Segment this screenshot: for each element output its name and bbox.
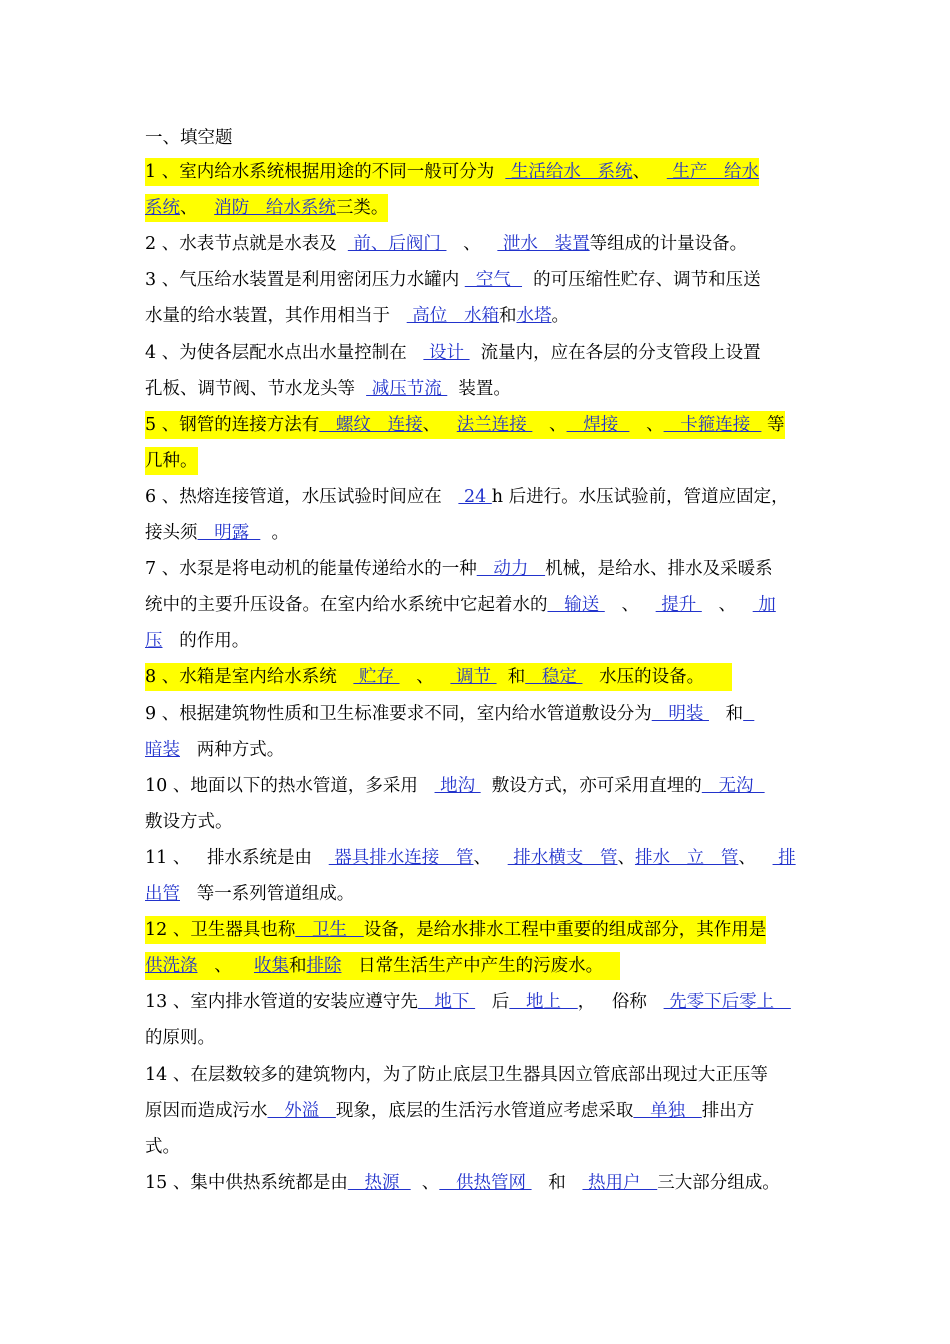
text-segment: 敷设方式。: [145, 811, 233, 832]
answer-blank: 地下: [417, 992, 476, 1013]
text-segment: 原因而造成污水: [145, 1100, 268, 1121]
answer-blank: 系统: [145, 198, 180, 219]
text-segment: 、: [632, 162, 667, 182]
answer-blank: 螺纹 连接: [319, 414, 423, 435]
text-segment: 敷设方式，亦可采用直埋的: [480, 775, 702, 796]
text-segment: 流量内，应在各层的分支管段上设置: [469, 342, 761, 363]
text-line: [145, 158, 759, 186]
answer-blank: 稳定: [525, 667, 583, 688]
text-segment: 。: [260, 523, 289, 543]
text-line: [145, 1097, 754, 1125]
answer-blank: 排: [772, 847, 796, 868]
text-segment: 设备，是给水排水工程中重要的组成部分，其作用是: [363, 920, 767, 941]
answer-blank: 热源: [347, 1172, 411, 1193]
text-segment: 。: [551, 306, 569, 327]
text-segment: 、: [738, 847, 773, 868]
text-segment: 的作用。: [162, 631, 250, 652]
text-segment: 后: [475, 992, 510, 1013]
text-segment: 和: [496, 667, 526, 688]
answer-blank: 贮存: [353, 667, 400, 688]
text-line: [145, 591, 776, 619]
answer-blank: 排除: [306, 956, 342, 977]
answer-blank: 供洗涤: [145, 956, 198, 977]
answer-blank: [743, 704, 754, 724]
section-title: 一、填空题: [145, 128, 233, 148]
answer-blank: 热用户: [582, 1172, 658, 1193]
text-segment: 5 、钢管的连接方法有: [145, 414, 320, 435]
text-line: [145, 880, 354, 908]
answer-blank: 明装: [651, 703, 709, 724]
text-line: [145, 483, 789, 511]
text-line: [145, 339, 761, 367]
text-segment: 、: [617, 847, 635, 868]
answer-blank: 24: [458, 486, 492, 507]
answer-blank: 先零下后零上: [663, 992, 791, 1013]
text-segment: 和: [708, 703, 744, 724]
text-segment: 和: [288, 956, 307, 977]
answer-blank: 水塔: [516, 306, 552, 327]
text-segment: 12 、卫生器具也称: [145, 920, 296, 941]
text-segment: 9 、根据建筑物性质和卫生标准要求不同，室内给水管道敷设分为: [145, 703, 652, 724]
text-segment: 和: [531, 1172, 583, 1193]
answer-blank: 生活给水 系统: [505, 162, 633, 182]
answer-blank: 地上: [509, 992, 578, 1013]
text-segment: 6 、热熔连接管道，水压试验时间应在: [145, 486, 459, 507]
answer-blank: 生产 给水: [666, 162, 760, 182]
text-line: [145, 988, 791, 1016]
text-segment: h 后进行。水压试验前，管道应固定，: [491, 486, 789, 507]
answer-blank: 供热管网: [439, 1172, 532, 1193]
answer-blank: 排水 立 管: [634, 847, 739, 868]
text-segment: 、: [701, 595, 753, 616]
text-segment: ， 俗称: [577, 992, 664, 1013]
text-segment: 7 、水泵是将电动机的能量传递给水的一种: [145, 559, 477, 580]
text-segment: 的原则。: [145, 1028, 215, 1049]
text-segment: 统中的主要升压设备。在室内给水系统中它起着水的: [145, 595, 548, 616]
text-segment: 、: [180, 198, 215, 219]
answer-blank: 设计: [423, 342, 470, 363]
answer-blank: 提升: [655, 595, 702, 616]
text-segment: 、: [422, 414, 457, 435]
text-line: [145, 700, 754, 728]
text-line: [145, 194, 388, 222]
text-segment: 接头须: [145, 523, 198, 543]
text-segment: 两种方式。: [180, 739, 285, 760]
text-line: [145, 627, 249, 655]
answer-blank: 出管: [145, 884, 180, 904]
answer-blank: 泄水 装置: [497, 234, 590, 255]
text-segment: 、: [629, 414, 664, 435]
text-segment: 10 、地面以下的热水管道，多采用: [145, 775, 435, 796]
answer-blank: 动力: [476, 559, 546, 580]
text-line: [145, 302, 569, 330]
text-line: [145, 266, 761, 294]
text-line: [145, 411, 785, 439]
answer-blank: 地沟: [434, 775, 481, 796]
text-segment: 、: [532, 414, 567, 435]
text-segment: 、: [604, 595, 656, 616]
text-segment: 几种。: [145, 450, 198, 471]
answer-blank: 压: [145, 631, 163, 652]
text-segment: 现象，底层的生活污水管道应考虑采取: [335, 1100, 634, 1121]
answer-blank: 高位 水箱: [406, 306, 499, 327]
text-segment: 11 、 排水系统是由: [145, 847, 329, 868]
text-segment: 、: [410, 1172, 440, 1193]
answer-blank: 减压节流: [366, 378, 448, 399]
text-segment: 的可压缩性贮存、调节和压送: [522, 270, 761, 291]
text-line: [145, 808, 233, 836]
text-segment: 等: [761, 414, 785, 435]
text-segment: 式。: [145, 1136, 180, 1157]
text-segment: 排出方: [701, 1100, 755, 1121]
answer-blank: 消防 给水系统: [214, 198, 336, 219]
answer-blank: 明露: [197, 523, 261, 543]
text-segment: 8 、水箱是室内给水系统: [145, 667, 354, 688]
text-line: [145, 375, 511, 403]
answer-blank: 空气: [464, 270, 523, 291]
text-segment: 13 、室内排水管道的安装应遵守先: [145, 992, 418, 1013]
answer-blank: 调节: [450, 667, 497, 688]
text-segment: 水量的给水装置，其作用相当于: [145, 306, 407, 327]
text-segment: 2 、水表节点就是水表及: [145, 234, 348, 255]
text-segment: 等一系列管道组成。: [180, 884, 355, 904]
text-segment: 孔板、调节阀、节水龙头等: [145, 378, 367, 399]
answer-blank: 收集: [253, 956, 289, 977]
text-segment: 装置。: [447, 378, 511, 399]
text-line: [145, 1169, 780, 1197]
text-segment: 日常生活生产中产生的污废水。: [341, 956, 620, 977]
text-line: [145, 844, 796, 872]
answer-blank: 暗装: [145, 739, 180, 760]
answer-blank: 前、后阀门: [347, 234, 447, 255]
text-segment: 三大部分组成。: [657, 1172, 780, 1193]
text-line: [145, 663, 732, 691]
text-segment: 3 、气压给水装置是利用密闭压力水罐内: [145, 270, 465, 291]
text-line: [145, 772, 765, 800]
answer-blank: 输送: [547, 595, 605, 616]
text-segment: 4 、为使各层配水点出水量控制在: [145, 342, 424, 363]
answer-blank: 卫生: [295, 920, 364, 941]
text-segment: 和: [498, 306, 517, 327]
text-line: [145, 736, 284, 764]
answer-blank: 法兰连接: [456, 414, 533, 435]
text-line: [145, 230, 747, 258]
text-segment: 、: [399, 667, 451, 688]
answer-blank: 无沟: [701, 775, 765, 796]
text-line: [145, 916, 766, 944]
text-segment: 机械，是给水、排水及采暖系: [545, 559, 773, 580]
text-segment: 、: [446, 234, 498, 255]
text-line: [145, 1133, 180, 1161]
text-segment: 、: [197, 956, 254, 977]
text-segment: 等组成的计量设备。: [589, 234, 748, 255]
text-line: [145, 952, 620, 980]
answer-blank: 加: [752, 595, 776, 616]
text-segment: 三类。: [335, 198, 389, 219]
text-segment: 水压的设备。: [582, 667, 732, 688]
text-line: [145, 519, 289, 547]
answer-blank: 外溢: [267, 1100, 336, 1121]
text-line: [145, 1024, 215, 1052]
answer-blank: 器具排水连接 管: [328, 847, 474, 868]
text-segment: 15 、集中供热系统都是由: [145, 1172, 348, 1193]
answer-blank: 卡箍连接: [663, 414, 762, 435]
answer-blank: 排水横支 管: [507, 847, 618, 868]
answer-blank: 焊接: [566, 414, 630, 435]
text-segment: 1 、室内给水系统根据用途的不同一般可分为: [145, 162, 506, 182]
text-segment: 14 、在层数较多的建筑物内，为了防止底层卫生器具因立管底部出现过大正压等: [145, 1064, 768, 1085]
text-line: [145, 1061, 768, 1089]
text-segment: 、: [473, 847, 508, 868]
text-line: [145, 447, 198, 475]
answer-blank: 单独: [633, 1100, 702, 1121]
text-line: [145, 555, 773, 583]
